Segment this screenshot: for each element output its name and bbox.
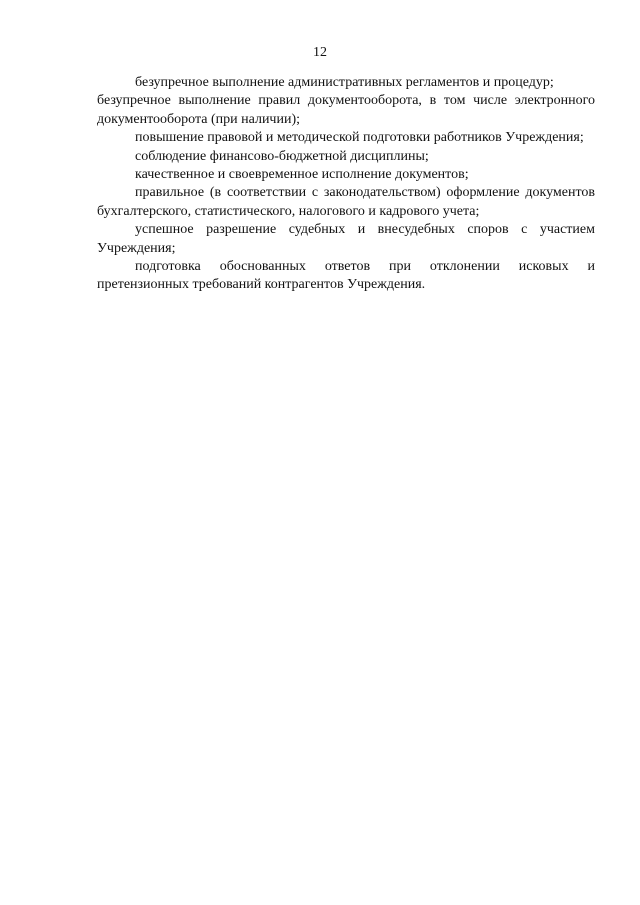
list-item: подготовка обоснованных ответов при отклонении исковых и претензионных требований контрагентов Учреждения. — [97, 259, 595, 293]
list-item: успешное разрешение судебных и внесудебных споров с участием Учреждения; — [97, 222, 595, 256]
list-item: качественное и своевременное исполнение документов; — [135, 167, 469, 183]
list-item: безупречное выполнение административных регламентов и процедур; — [135, 75, 554, 90]
page-number: 12 — [313, 45, 327, 60]
document-body — [97, 74, 595, 295]
list-item: безупречное выполнение правил документооборота, в том числе электронного документооборота (при наличии); — [97, 93, 595, 127]
list-item: повышение правовой и методической подготовки работников Учреждения; — [135, 130, 584, 146]
list-item: соблюдение финансово-бюджетной дисциплины; — [135, 148, 429, 164]
list-item: правильное (в соответствии с законодательством) оформление документов бухгалтерского, статистического, налогового и кадрового учета; — [97, 185, 595, 219]
